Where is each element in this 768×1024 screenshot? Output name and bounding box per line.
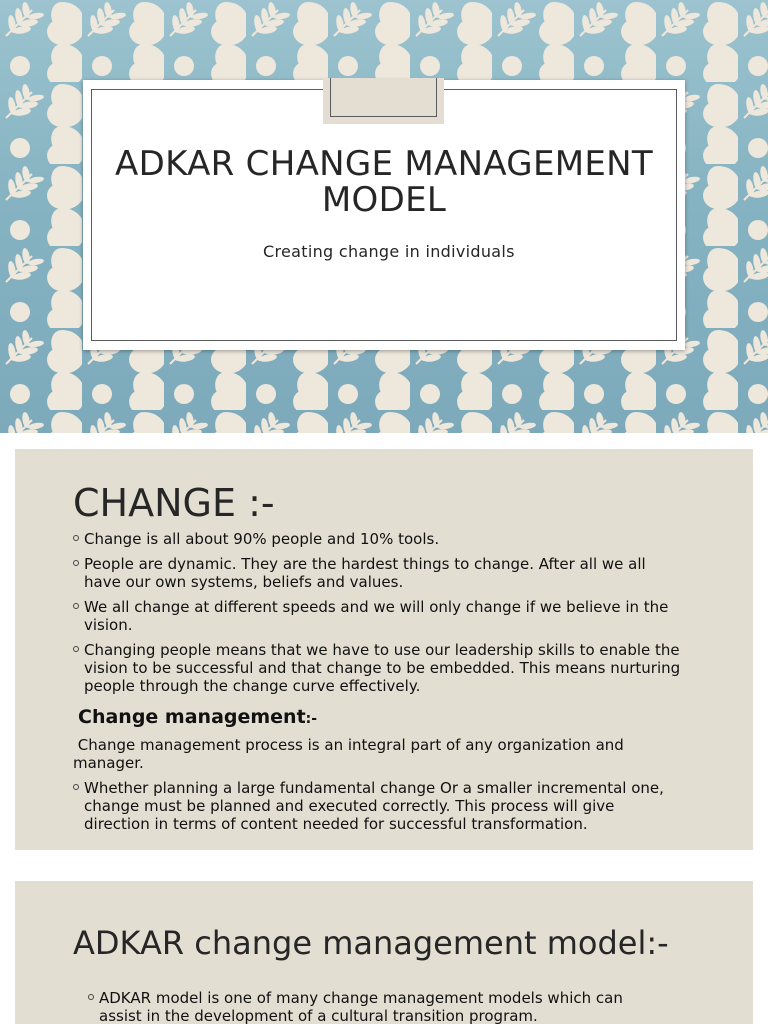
slide-title-line-2: MODEL	[321, 180, 447, 220]
bullet-text-line: Whether planning a large fundamental change Or a smaller incremental one,	[84, 779, 664, 797]
bullet-text-line: direction in terms of content needed for successful transformation.	[84, 815, 588, 833]
adkar-bullet-list	[88, 989, 708, 1024]
subheading-text: Change management	[78, 706, 306, 728]
bullet-text-line: Changing people means that we have to use our leadership skills to enable the	[84, 641, 680, 659]
change-management-subheading	[78, 706, 317, 728]
list-item	[73, 779, 713, 833]
title-card-tab	[323, 78, 444, 124]
bullet-text-line: people through the change curve effectively.	[84, 677, 421, 695]
change-management-bullet-list	[73, 779, 713, 840]
title-card-tab-frame	[330, 78, 437, 117]
change-heading: CHANGE :-	[73, 481, 275, 525]
change-slide	[15, 449, 753, 850]
bullet-text-line: vision to be successful and that change to be embedded. This means nurturing	[84, 659, 681, 677]
list-item	[73, 530, 713, 548]
bullet-text-line: assist in the development of a cultural transition program.	[99, 1007, 538, 1024]
adkar-heading: ADKAR change management model:-	[73, 924, 669, 962]
slide-subtitle: Creating change in individuals	[263, 242, 515, 261]
bullet-icon	[73, 535, 79, 541]
list-item	[73, 555, 713, 591]
bullet-text-line: have our own systems, beliefs and values.	[84, 573, 404, 591]
adkar-model-slide	[15, 881, 753, 1024]
list-item	[73, 598, 713, 634]
change-bullet-list	[73, 530, 713, 702]
subheading-suffix: :-	[305, 711, 318, 727]
bullet-text-line: ADKAR model is one of many change management models which can	[99, 989, 623, 1007]
bullet-icon	[73, 646, 79, 652]
title-slide	[0, 0, 768, 433]
bullet-text-line: change must be planned and executed correctly. This process will give	[84, 797, 615, 815]
bullet-icon	[73, 603, 79, 609]
slide-title-line-1: ADKAR CHANGE MANAGEMENT	[115, 144, 653, 184]
bullet-text-line: People are dynamic. They are the hardest things to change. After all we all	[84, 555, 646, 573]
change-management-paragraph	[73, 736, 673, 772]
bullet-icon	[73, 784, 79, 790]
paragraph-line: manager.	[73, 754, 144, 772]
list-item	[88, 989, 708, 1024]
bullet-icon	[73, 560, 79, 566]
bullet-text-line: Change is all about 90% people and 10% tools.	[84, 530, 440, 548]
bullet-text-line: We all change at different speeds and we will only change if we believe in the	[84, 598, 669, 616]
bullet-icon	[88, 994, 94, 1000]
list-item	[73, 641, 713, 695]
slide-title	[0, 146, 768, 218]
bullet-text-line: vision.	[84, 616, 133, 634]
paragraph-line: Change management process is an integral part of any organization and	[73, 736, 624, 754]
